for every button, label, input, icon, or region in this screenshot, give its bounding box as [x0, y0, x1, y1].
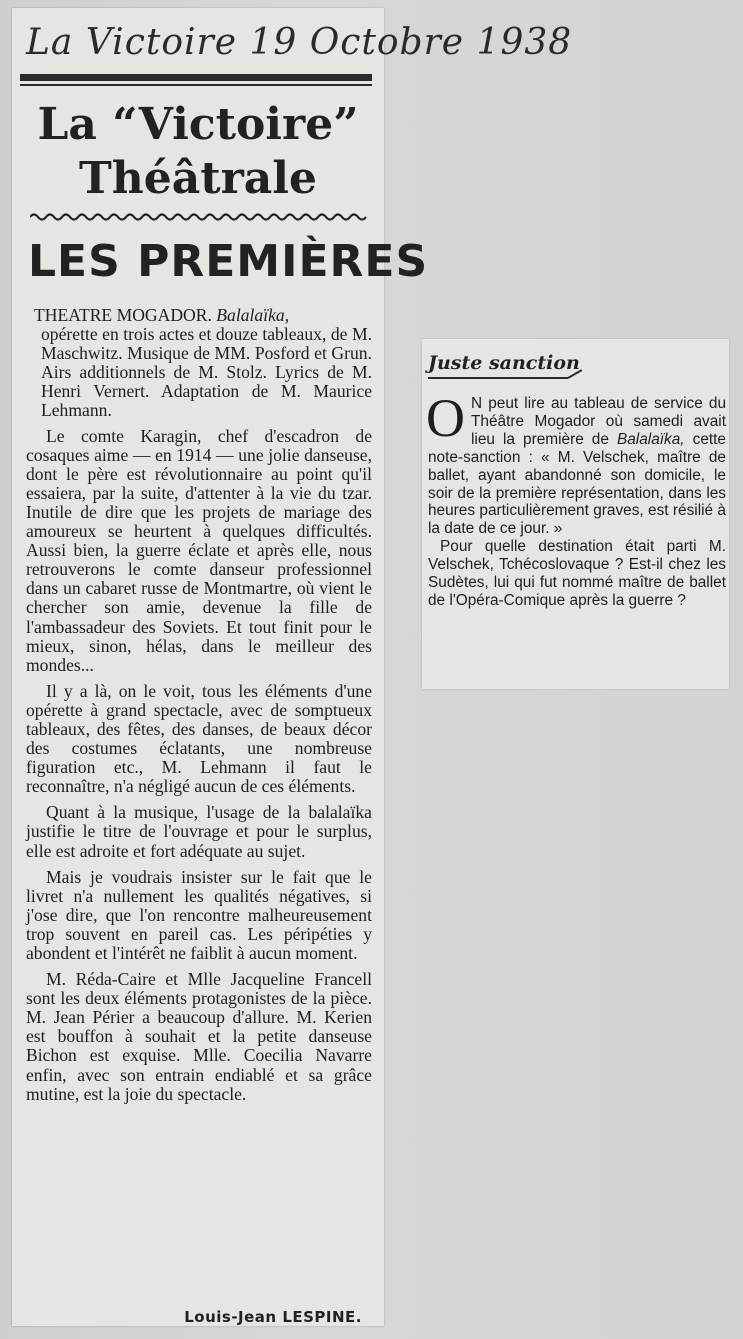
- masthead-line-2: Théâtrale: [79, 153, 317, 204]
- article-paragraph: Il y a là, on le voit, tous les éléments d'une opérette à grand spectacle, avec de somptueux tableaux, des fêtes, des danses, de beaux décor des costumes éclatants, une nombreuse figuration etc., M. Lehmann il faut le reconnaître, n'a négligé aucun de ces éléments.: [26, 680, 372, 797]
- side-paragraph-1: [426, 388, 726, 538]
- review-article: [26, 306, 372, 1111]
- show-title: Balalaïka,: [216, 305, 290, 325]
- handwritten-date-note: La Victoire 19 Octobre 1938: [26, 22, 573, 63]
- side-article: [426, 388, 726, 610]
- article-paragraph: M. Réda-Caire et Mlle Jacqueline Francell sont les deux éléments protagonistes de la pièce. M. Jean Périer a beaucoup d'allure. M. Kerien est bouffon à souhait et la petite danseuse Bichon est exquise. Mlle. Coecilia Navarre enfin, avec son entrain endiablé et sa grâce mutine, est la joie du spectacle.: [26, 969, 372, 1104]
- side-title: Juste sanction: [428, 352, 580, 374]
- article-paragraph: Quant à la musique, l'usage de la balalaïka justifie le titre de l'ouvrage et pour le surplus, elle est adroite et fort adéquate au sujet.: [26, 802, 372, 861]
- drop-cap: O: [426, 388, 465, 448]
- side-title-underline: [428, 377, 568, 379]
- masthead-rule-thin: [20, 84, 372, 86]
- credits-text: opérette en trois actes et douze tableaux, de M. Maschwitz. Musique de MM. Posford et Grun. Airs additionnels de M. Stolz. Lyrics de M. Henri Vernert. Adaptation de M. Maurice Lehmann.: [41, 324, 372, 421]
- masthead-line-1: La “Victoire”: [37, 99, 359, 150]
- wavy-divider: [30, 212, 370, 222]
- side-p1-end: cette note-sanction : « M. Velschek, maître de ballet, ayant abandonné son domicile, le soir de la première représentation, dans les heures particulièrement graves, est résilié à la date de ce jour. »: [428, 430, 726, 538]
- side-p1-start: N peut lire au tableau de service du Théâtre Mogador où samedi avait lieu la première de: [471, 395, 726, 448]
- side-show-title: Balalaïka,: [616, 430, 685, 448]
- article-paragraph: Le comte Karagin, chef d'escadron de cosaques aime — en 1914 — une jolie danseuse, dont le père est révolutionnaire au point qu'il essaiera, par la suite, d'attenter à la vie du tzar. Inutile de dire que les projets de mariage des amoureux se heurtent à quelques difficultés. Aussi bien, la guerre éclate et après elle, nous retrouverons le comte danseur professionnel dans un cabaret russe de Montmartre, où vient le chercher son amie, devenue la fille de l'ambassadeur des Soviets. Et tout finit pour le mieux, sinon, hélas, dans le meilleur des mondes...: [26, 425, 372, 675]
- side-clipping: [422, 339, 729, 689]
- masthead-rule-thick: [20, 74, 372, 81]
- masthead: [12, 98, 384, 206]
- article-paragraph: Mais je voudrais insister sur le fait que le livret n'a nullement les qualités négatives, si j'ose dire, que l'on rencontre malheureusement trop souvent en pareil cas. Les péripéties y abondent et l'intérêt ne faiblit à aucun moment.: [26, 866, 372, 963]
- theatre-name: THEATRE MOGADOR.: [34, 305, 212, 325]
- section-title: LES PREMIÈRES: [28, 236, 429, 287]
- article-lead: [26, 306, 372, 421]
- author-signature: Louis-Jean LESPINE.: [184, 1308, 362, 1326]
- side-paragraph-2: Pour quelle destination était parti M. Velschek, Tchécoslovaque ? Est-il chez les Sudètes, lui qui fut nommé maître de ballet de l'Opéra-Comique après la guerre ?: [428, 538, 726, 609]
